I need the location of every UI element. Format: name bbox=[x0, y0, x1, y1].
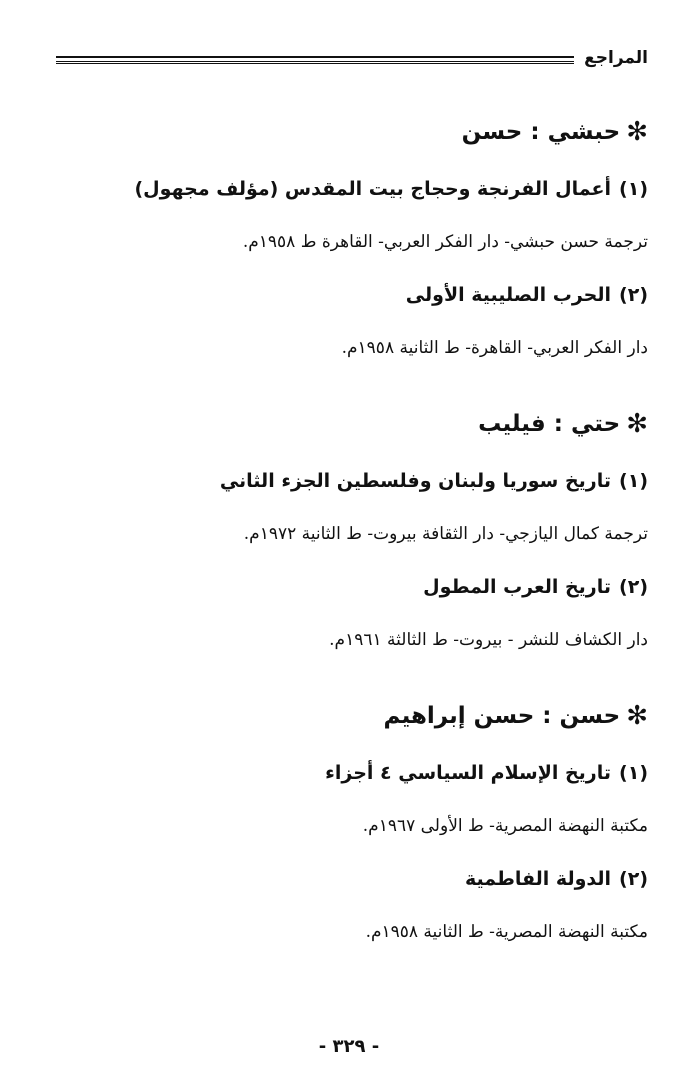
reference-number: (٢) bbox=[619, 576, 648, 598]
reference-publication: دار الكشاف للنشر - بيروت- ط الثالثة ١٩٦١م. bbox=[329, 630, 648, 650]
references-list bbox=[56, 106, 648, 960]
reference-title bbox=[56, 854, 648, 904]
author-heading bbox=[56, 398, 648, 450]
reference-title-text: أعمال الفرنجة وحجاج بيت المقدس (مؤلف مجهول) bbox=[134, 178, 612, 200]
author-name: حسن : حسن إبراهيم bbox=[383, 703, 621, 729]
reference-section bbox=[56, 690, 648, 960]
page-number: - ٣٢٩ - bbox=[318, 1036, 380, 1057]
author-heading bbox=[56, 690, 648, 742]
header-rule bbox=[56, 56, 574, 62]
reference-title bbox=[56, 270, 648, 320]
reference-title-text: الحرب الصليبية الأولى bbox=[405, 284, 612, 306]
reference-publication: مكتبة النهضة المصرية- ط الثانية ١٩٥٨م. bbox=[365, 922, 648, 942]
author-heading bbox=[56, 106, 648, 158]
reference-title-text: تاريخ الإسلام السياسي ٤ أجزاء bbox=[325, 762, 612, 784]
author-name: حتي : فيليب bbox=[478, 411, 621, 437]
page-header bbox=[56, 46, 648, 70]
reference-number: (١) bbox=[619, 762, 648, 784]
reference-publication: ترجمة حسن حبشي- دار الفكر العربي- القاهرة ط ١٩٥٨م. bbox=[242, 232, 648, 252]
reference-title-text: تاريخ سوريا ولبنان وفلسطين الجزء الثاني bbox=[219, 470, 612, 492]
star-icon: ✻ bbox=[626, 117, 648, 147]
reference-title bbox=[56, 562, 648, 612]
reference-publication: ترجمة كمال اليازجي- دار الثقافة بيروت- ط الثانية ١٩٧٢م. bbox=[243, 524, 648, 544]
reference-title bbox=[56, 748, 648, 798]
reference-publication: دار الفكر العربي- القاهرة- ط الثانية ١٩٥٨م. bbox=[341, 338, 648, 358]
reference-section bbox=[56, 398, 648, 668]
star-icon: ✻ bbox=[626, 409, 648, 439]
reference-title bbox=[56, 456, 648, 506]
author-name: حبشي : حسن bbox=[461, 119, 621, 145]
reference-number: (٢) bbox=[619, 284, 648, 306]
reference-title-text: تاريخ العرب المطول bbox=[423, 576, 612, 598]
reference-title-text: الدولة الفاطمية bbox=[464, 868, 612, 890]
reference-section bbox=[56, 106, 648, 376]
reference-publication: مكتبة النهضة المصرية- ط الأولى ١٩٦٧م. bbox=[362, 816, 648, 836]
reference-number: (١) bbox=[619, 470, 648, 492]
reference-title bbox=[56, 164, 648, 214]
header-title: المراجع bbox=[584, 48, 648, 68]
reference-number: (١) bbox=[619, 178, 648, 200]
reference-number: (٢) bbox=[619, 868, 648, 890]
star-icon: ✻ bbox=[626, 701, 648, 731]
